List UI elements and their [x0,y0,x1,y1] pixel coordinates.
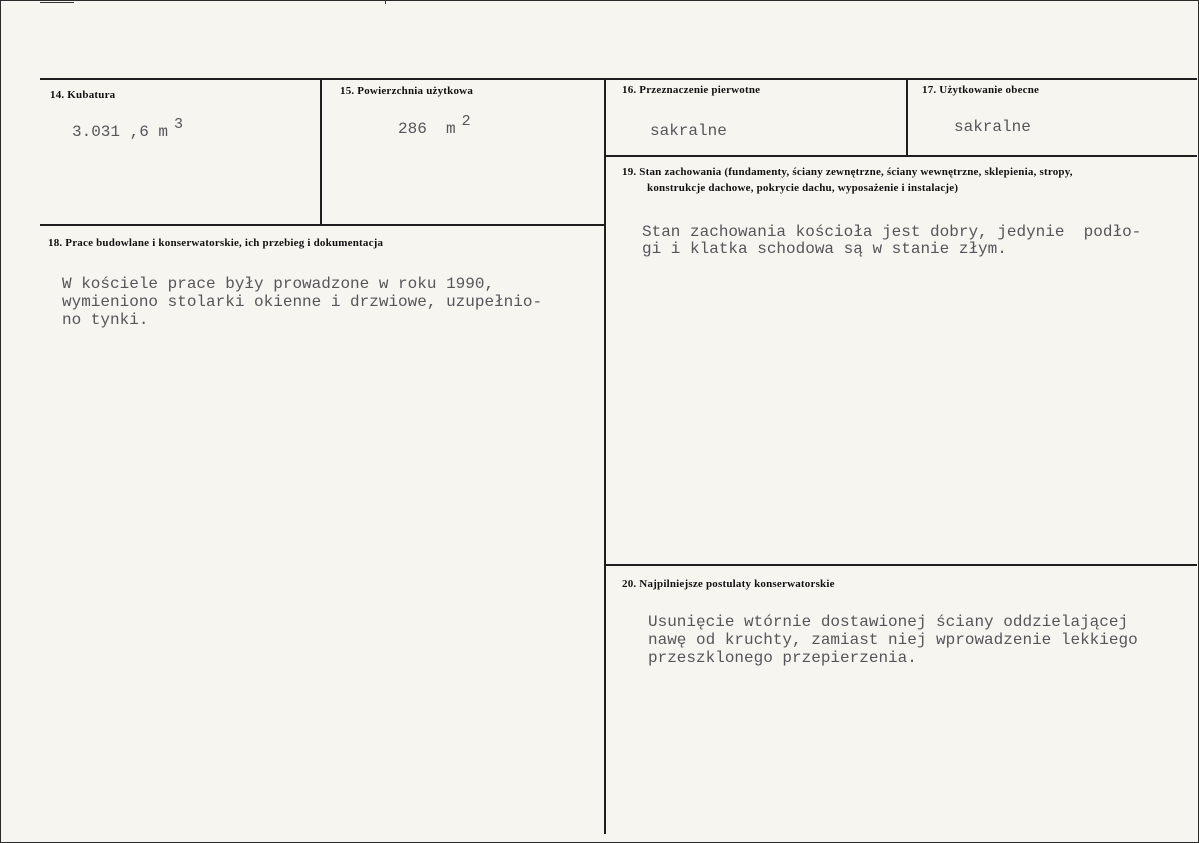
field-19-line-1: Stan zachowania kościoła jest dobry, jedynie podło- [642,223,1142,241]
rule-under-14-15 [40,224,606,226]
field-18-line-1: W kościele prace były prowadzone w roku 1990, [62,275,495,293]
field-20-label: 20. Najpilniejsze postulaty konserwatorskie [622,578,835,590]
field-14-label: 14. Kubatura [50,89,116,101]
field-17-value: sakralne [954,118,1031,136]
field-14-value [72,116,184,141]
field-15-unit-superscript: 2 [461,113,471,130]
rule-under-19 [604,564,1197,566]
divider-16-17 [906,78,908,156]
field-17-label: 17. Użytkowanie obecne [922,84,1040,96]
top-rule [40,78,1197,80]
top-edge-tick [385,0,386,4]
field-19-label-line-1: 19. Stan zachowania (fundamenty, ściany zewnętrzne, ściany wewnętrzne, sklepienia, stropy, [622,166,1073,178]
field-18-line-3: no tynki. [62,311,149,329]
field-14-unit-superscript: 3 [174,116,184,133]
field-18-label: 18. Prace budowlane i konserwatorskie, ich przebieg i dokumentacja [48,237,384,249]
field-19-label-line-2: konstrukcje dachowe, pokrycie dachu, wyposażenie i instalacje) [647,182,959,194]
top-edge-mark [40,2,74,3]
field-16-value: sakralne [650,122,727,140]
field-20-line-2: nawę od kruchty, zamiast niej wprowadzenie lekkiego [648,631,1138,649]
field-20-line-1: Usunięcie wtórnie dostawionej ściany oddzielającej [648,613,1129,631]
field-20-line-3: przeszklonego przepierzenia. [648,649,917,667]
divider-15-16 [604,78,606,834]
field-19-line-2: gi i klatka schodowa są w stanie złym. [642,240,1007,258]
field-15-value [398,113,471,138]
field-16-label: 16. Przeznaczenie pierwotne [622,84,761,96]
field-18-line-2: wymieniono stolarki okienne i drzwiowe, uzupełnio- [62,293,543,311]
field-14-value-text: 3.031 ,6 m [72,123,169,141]
divider-14-15 [320,78,322,226]
rule-under-16-17 [604,155,1197,157]
field-15-label: 15. Powierzchnia użytkowa [340,85,474,97]
field-15-value-text: 286 m [398,120,456,138]
